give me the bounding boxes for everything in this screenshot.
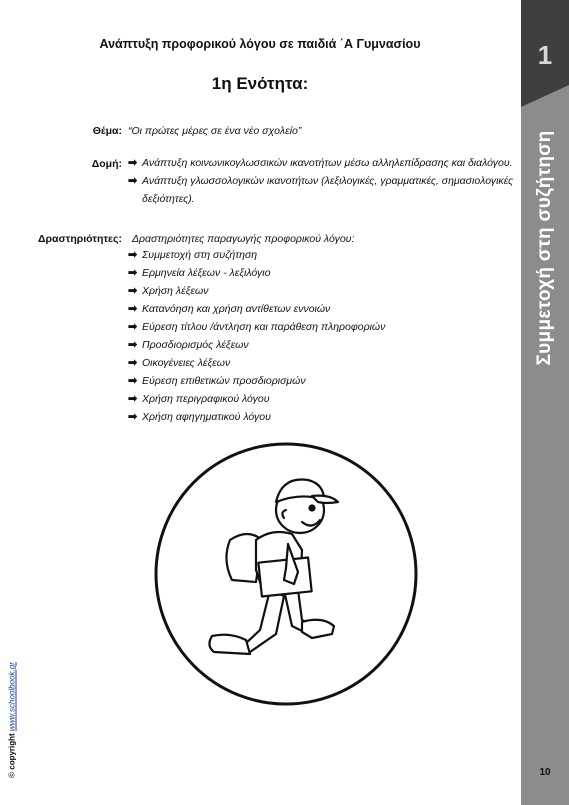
arrow-right-icon: ➡: [128, 249, 138, 261]
page-header: Ανάπτυξη προφορικού λόγου σε παιδιά ΄Α Γυμνασίου: [99, 37, 421, 51]
copyright-link[interactable]: www.schoolbook.gr: [7, 662, 17, 732]
unit-title: 1η Ενότητα:: [211, 74, 309, 93]
copyright-prefix: © copyright: [7, 731, 17, 778]
arrow-right-icon: ➡: [128, 375, 138, 387]
activity-label: Προσδιορισμός λέξεων: [142, 339, 249, 351]
activity-item: [128, 354, 385, 372]
structure-label: Δομή:: [91, 158, 122, 170]
sidebar-band: [521, 0, 569, 805]
activity-label: Συμμετοχή στη συζήτηση: [142, 249, 258, 261]
activity-label: Ερμηνεία λέξεων - λεξιλόγιο: [142, 267, 271, 279]
activity-label: Οικογένειες λέξεων: [142, 357, 231, 369]
arrow-right-icon: ➡: [128, 157, 138, 169]
list-item: ➡ Ανάπτυξη γλωσσολογικών ικανοτήτων (λεξιλογικές, γραμματικές, σημασιολογικές: [128, 172, 518, 190]
structure-list: [128, 154, 518, 208]
activity-label: Εύρεση τίτλου /άντληση και παράθεση πληροφοριών: [142, 321, 386, 333]
arrow-right-icon: ➡: [128, 285, 138, 297]
arrow-right-icon: ➡: [128, 393, 138, 405]
activity-item: [128, 300, 385, 318]
activity-item: [128, 282, 385, 300]
chapter-number: 1: [537, 40, 553, 70]
arrow-right-icon: ➡: [128, 411, 138, 423]
sidebar-title: Συμμετοχή στη συζήτηση: [534, 130, 555, 366]
copyright-notice: [8, 662, 17, 778]
activity-item: [128, 336, 385, 354]
activities-list: [128, 246, 385, 426]
arrow-right-icon: ➡: [128, 175, 138, 187]
activity-label: Κατανόηση και χρήση αντίθετων εννοιών: [142, 303, 331, 315]
list-item: ➡ Ανάπτυξη κοινωνικογλωσσικών ικανοτήτων μέσω αλληλεπίδρασης και διαλόγου.: [128, 154, 518, 172]
list-item-continuation: δεξιότητες).: [142, 193, 195, 205]
activity-label: Εύρεση επιθετικών προσδιορισμών: [142, 375, 306, 387]
arrow-right-icon: ➡: [128, 357, 138, 369]
activities-label: Δραστηριότητες:: [37, 233, 122, 245]
activity-label: Χρήση αφηγηματικού λόγου: [142, 411, 271, 423]
theme-label: Θέμα:: [92, 125, 122, 137]
activity-item: [128, 318, 385, 336]
arrow-right-icon: ➡: [128, 303, 138, 315]
activity-item: [128, 246, 385, 264]
arrow-right-icon: ➡: [128, 321, 138, 333]
activity-item: [128, 390, 385, 408]
activity-item: [128, 372, 385, 390]
page-number: 10: [539, 767, 551, 778]
sidebar-tab-notch: [521, 85, 569, 107]
activities-intro: Δραστηριότητες παραγωγής προφορικού λόγου:: [132, 233, 355, 245]
activity-label: Χρήση περιγραφικού λόγου: [142, 393, 270, 405]
activity-item: [128, 408, 385, 426]
arrow-right-icon: ➡: [128, 267, 138, 279]
activity-label: Χρήση λέξεων: [142, 285, 209, 297]
theme-value: “Οι πρώτες μέρες σε ένα νέο σχολείο”: [128, 125, 302, 137]
activity-item: [128, 264, 385, 282]
arrow-right-icon: ➡: [128, 339, 138, 351]
boy-walking-to-school-illustration: [152, 440, 422, 710]
